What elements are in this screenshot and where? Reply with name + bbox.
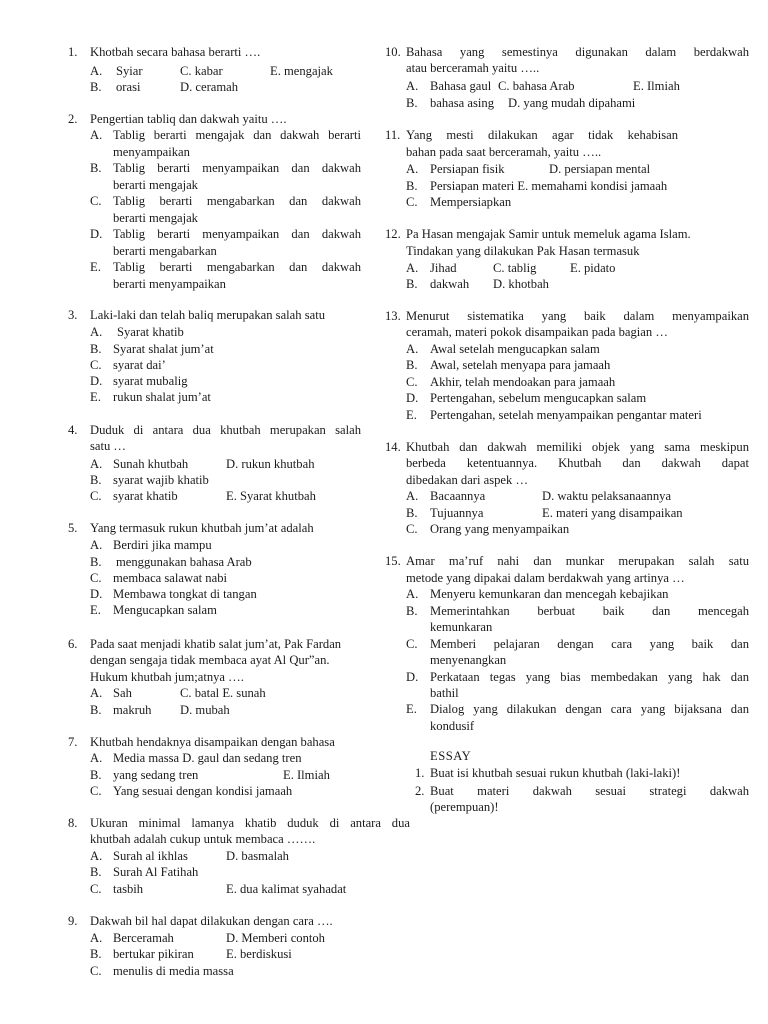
option-c-letter: C.: [90, 784, 102, 798]
option-a-letter: A.: [90, 538, 103, 552]
option-d-text-cont: berarti mengabarkan: [113, 244, 217, 258]
essay-item-number: 1.: [415, 766, 425, 780]
question-text: Laki-laki dan telah baliq merupakan salah satu: [90, 308, 325, 322]
option-a-letter: A.: [90, 128, 103, 142]
option-c-letter: C.: [406, 375, 418, 389]
option-c-letter: C.: [90, 882, 102, 896]
option-e-text: Pertengahan, setelah menyampaikan pengantar materi: [430, 408, 702, 422]
option-b-text: Awal, setelah menyapa para jamaah: [430, 358, 611, 372]
question-number: 7.: [68, 735, 78, 749]
option-c-e: C. batal E. sunah: [180, 686, 266, 700]
option-c-text: menulis di media massa: [113, 964, 234, 978]
option-a-text-cont: menyampaikan: [113, 145, 190, 159]
option-e-letter: E.: [406, 702, 417, 716]
option-e: E. berdiskusi: [226, 947, 292, 961]
option-c-text: Memberi pelajaran dengan cara yang baik dan: [430, 637, 749, 651]
option-c: C. tablig: [493, 261, 537, 275]
option-b-letter: B.: [90, 473, 102, 487]
option-d-text-cont: bathil: [430, 686, 459, 700]
option-b-letter: B.: [90, 555, 102, 569]
question-text: Pa Hasan mengajak Samir untuk memeluk agama Islam.: [406, 227, 691, 241]
option-b-text: bertukar pikiran: [113, 947, 194, 961]
option-c-letter: C.: [90, 194, 102, 208]
option-d: D. persiapan mental: [549, 162, 651, 176]
question-text: Ukuran minimal lamanya khatib duduk di antara dua: [90, 816, 410, 830]
option-d-letter: D.: [406, 391, 419, 405]
question-number: 3.: [68, 308, 78, 322]
option-c-letter: C.: [406, 637, 418, 651]
question-text: Pada saat menjadi khatib salat jum’at, Pak Fardan: [90, 637, 342, 651]
question-text-cont: atau berceramah yaitu …..: [406, 61, 540, 75]
option-e-letter: E.: [90, 260, 101, 274]
option-a-letter: A.: [90, 931, 103, 945]
option-c-text: Akhir, telah mendoakan para jamaah: [430, 375, 616, 389]
option-d-text: Pertengahan, sebelum mengucapkan salam: [430, 391, 647, 405]
question-number: 9.: [68, 914, 78, 928]
question-number: 5.: [68, 521, 78, 535]
option-a-text: Berdiri jika mampu: [113, 538, 212, 552]
essay-item-text: Buat isi khutbah sesuai rukun khutbah (laki-laki)!: [430, 766, 681, 780]
option-a-letter: A.: [406, 261, 419, 275]
option-b-letter: B.: [90, 768, 102, 782]
essay-item-text: Buat materi dakwah sesuai strategi dakwah: [430, 784, 749, 798]
option-d-letter: D.: [90, 587, 103, 601]
question-number: 2.: [68, 112, 78, 126]
option-a-text: Menyeru kemunkaran dan mencegah kebajikan: [430, 587, 669, 601]
essay-item-text-cont: (perempuan)!: [430, 800, 499, 814]
question-text: Yang mesti dilakukan agar tidak kehabisan: [406, 128, 678, 142]
option-c-text-cont: berarti mengajak: [113, 211, 198, 225]
essay-item-number: 2.: [415, 784, 425, 798]
option-c-text: tasbih: [113, 882, 144, 896]
question-text-cont: Hukum khutbah jum;atnya ….: [90, 670, 244, 684]
option-b-letter: B.: [90, 80, 102, 94]
option-d: D. Memberi contoh: [226, 931, 325, 945]
question-text: Pengertian tabliq dan dakwah yaitu ….: [90, 112, 287, 126]
option-d: D. mubah: [180, 703, 230, 717]
question-text-cont: ceramah, materi pokok disampaikan pada bagian …: [406, 325, 668, 339]
option-b-text: Memerintahkan berbuat baik dan mencegah: [430, 604, 749, 618]
option-c-text: Tablig berarti mengabarkan dan dakwah: [113, 194, 361, 208]
option-b-text: dakwah: [430, 277, 470, 291]
option-d-letter: D.: [90, 374, 103, 388]
option-e: E. Ilmiah: [633, 79, 680, 93]
option-d: D. ceramah: [180, 80, 239, 94]
option-c-text: membaca salawat nabi: [113, 571, 227, 585]
option-c-text: syarat khatib: [113, 489, 178, 503]
option-b-text: makruh: [113, 703, 152, 717]
option-b-text: menggunakan bahasa Arab: [116, 555, 252, 569]
question-number: 6.: [68, 637, 78, 651]
question-text: Khutbah dan dakwah memiliki objek yang sama meskipun: [406, 440, 749, 454]
question-number: 10.: [385, 45, 401, 59]
option-a-text: Sah: [113, 686, 132, 700]
option-a-text: Bacaannya: [430, 489, 486, 503]
option-a-text: Jihad: [430, 261, 457, 275]
question-number: 14.: [385, 440, 401, 454]
option-a-text: Tablig berarti mengajak dan dakwah berarti: [113, 128, 361, 142]
option-a-text: Syiar: [116, 64, 143, 78]
question-text-cont: dengan sengaja tidak membaca ayat Al Qur”an.: [90, 653, 330, 667]
option-e: E. pidato: [570, 261, 616, 275]
option-a-letter: A.: [406, 162, 419, 176]
option-d-text: Membawa tongkat di tangan: [113, 587, 257, 601]
option-b-text-cont: kemunkaran: [430, 620, 493, 634]
option-e: E. dua kalimat syahadat: [226, 882, 347, 896]
option-e: E. Syarat khutbah: [226, 489, 316, 503]
option-e: E. mengajak: [270, 64, 333, 78]
option-b-letter: B.: [90, 947, 102, 961]
option-e-text-cont: berarti menyampaikan: [113, 277, 226, 291]
question-number: 13.: [385, 309, 401, 323]
option-a-text: Surah al ikhlas: [113, 849, 188, 863]
option-b-text: Tablig berarti menyampaikan dan dakwah: [113, 161, 361, 175]
option-a-text: Berceramah: [113, 931, 174, 945]
option-d-text: syarat mubalig: [113, 374, 188, 388]
option-b-letter: B.: [406, 96, 418, 110]
option-b-text: orasi: [116, 80, 141, 94]
option-a-letter: A.: [406, 79, 419, 93]
option-d: D. khotbah: [493, 277, 549, 291]
option-c-letter: C.: [90, 571, 102, 585]
option-b-text: Persiapan materi E. memahami kondisi jamaah: [430, 179, 668, 193]
option-c-text: Mempersiapkan: [430, 195, 512, 209]
option-d: D. rukun khutbah: [226, 457, 315, 471]
option-a-text: Media massa D. gaul dan sedang tren: [113, 751, 302, 765]
question-text-cont: Tindakan yang dilakukan Pak Hasan termasuk: [406, 244, 640, 258]
option-a-letter: A.: [406, 489, 419, 503]
option-b-letter: B.: [90, 161, 102, 175]
option-c-letter: C.: [90, 964, 102, 978]
option-c: C. kabar: [180, 64, 223, 78]
option-e-text: Mengucapkan salam: [113, 603, 217, 617]
question-number: 1.: [68, 45, 78, 59]
question-text: Khutbah hendaknya disampaikan dengan bahasa: [90, 735, 335, 749]
option-a-text: Awal setelah mengucapkan salam: [430, 342, 600, 356]
option-e: E. materi yang disampaikan: [542, 506, 683, 520]
option-b-text: Surah Al Fatihah: [113, 865, 199, 879]
option-a-letter: A.: [90, 457, 103, 471]
option-c-letter: C.: [406, 195, 418, 209]
option-b-letter: B.: [406, 179, 418, 193]
essay-title: ESSAY: [430, 749, 472, 763]
question-text-cont: bahan pada saat berceramah, yaitu …..: [406, 145, 602, 159]
option-e-text: rukun shalat jum’at: [113, 390, 211, 404]
option-e-letter: E.: [90, 603, 101, 617]
option-a-letter: A.: [90, 325, 103, 339]
option-b-letter: B.: [90, 342, 102, 356]
option-b-text-cont: berarti mengajak: [113, 178, 198, 192]
option-b-text: yang sedang tren: [113, 768, 199, 782]
option-d-letter: D.: [90, 227, 103, 241]
option-e: E. Ilmiah: [283, 768, 330, 782]
option-a-letter: A.: [90, 849, 103, 863]
option-d-text: Perkataan tegas yang bias membedakan yang hak dan: [430, 670, 749, 684]
option-c-text-cont: menyenangkan: [430, 653, 507, 667]
question-text-cont: metode yang dipakai dalam berdakwah yang artinya …: [406, 571, 685, 585]
question-number: 8.: [68, 816, 78, 830]
option-a-text: Sunah khutbah: [113, 457, 189, 471]
option-a-letter: A.: [406, 587, 419, 601]
option-b-letter: B.: [90, 703, 102, 717]
option-c: C. bahasa Arab: [498, 79, 575, 93]
option-b-text: Tujuannya: [430, 506, 484, 520]
option-a-letter: A.: [90, 751, 103, 765]
option-b-letter: B.: [90, 865, 102, 879]
option-a-letter: A.: [90, 686, 103, 700]
option-c-letter: C.: [90, 489, 102, 503]
option-b-letter: B.: [406, 506, 418, 520]
question-number: 11.: [385, 128, 401, 142]
question-text-cont: khutbah adalah cukup untuk membaca …….: [90, 832, 316, 846]
option-e-text: Tablig berarti mengabarkan dan dakwah: [113, 260, 361, 274]
option-d: D. waktu pelaksanaannya: [542, 489, 672, 503]
question-text: Menurut sistematika yang baik dalam menyampaikan: [406, 309, 749, 323]
option-e-text: Dialog yang dilakukan dengan cara yang bijaksana dan: [430, 702, 749, 716]
option-d-letter: D.: [406, 670, 419, 684]
option-b-letter: B.: [406, 277, 418, 291]
question-text: Duduk di antara dua khutbah merupakan salah: [90, 423, 361, 437]
option-a-text: Persiapan fisik: [430, 162, 505, 176]
question-text: Dakwah bil hal dapat dilakukan dengan cara ….: [90, 914, 333, 928]
option-c-text: syarat dai’: [113, 358, 166, 372]
option-b-text: Syarat shalat jum’at: [113, 342, 214, 356]
option-c-text: Orang yang menyampaikan: [430, 522, 570, 536]
option-a-text: Bahasa gaul: [430, 79, 492, 93]
question-text-cont: dibedakan dari aspek …: [406, 473, 529, 487]
question-number: 15.: [385, 554, 401, 568]
option-d-text: Tablig berarti menyampaikan dan dakwah: [113, 227, 361, 241]
option-a-letter: A.: [406, 342, 419, 356]
option-e-letter: E.: [90, 390, 101, 404]
option-c-text: Yang sesuai dengan kondisi jamaah: [113, 784, 293, 798]
option-c-letter: C.: [90, 358, 102, 372]
question-number: 4.: [68, 423, 78, 437]
option-d: D. basmalah: [226, 849, 289, 863]
option-e-text-cont: kondusif: [430, 719, 475, 733]
question-text-cont: berbeda ketentuannya. Khutbah dan dakwah dapat: [406, 456, 749, 470]
question-text: Bahasa yang semestinya digunakan dalam berdakwah: [406, 45, 749, 59]
option-a-text: Syarat khatib: [117, 325, 184, 339]
option-a-letter: A.: [90, 64, 103, 78]
option-d: D. yang mudah dipahami: [508, 96, 636, 110]
question-text: Khotbah secara bahasa berarti ….: [90, 45, 261, 59]
option-b-text: bahasa asing: [430, 96, 494, 110]
option-b-letter: B.: [406, 604, 418, 618]
option-b-text: syarat wajib khatib: [113, 473, 209, 487]
question-text: Amar ma’ruf nahi dan munkar merupakan salah satu: [406, 554, 749, 568]
question-text: Yang termasuk rukun khutbah jum’at adalah: [90, 521, 314, 535]
option-e-letter: E.: [406, 408, 417, 422]
question-number: 12.: [385, 227, 401, 241]
option-c-letter: C.: [406, 522, 418, 536]
option-b-letter: B.: [406, 358, 418, 372]
question-text-cont: satu …: [90, 439, 127, 453]
